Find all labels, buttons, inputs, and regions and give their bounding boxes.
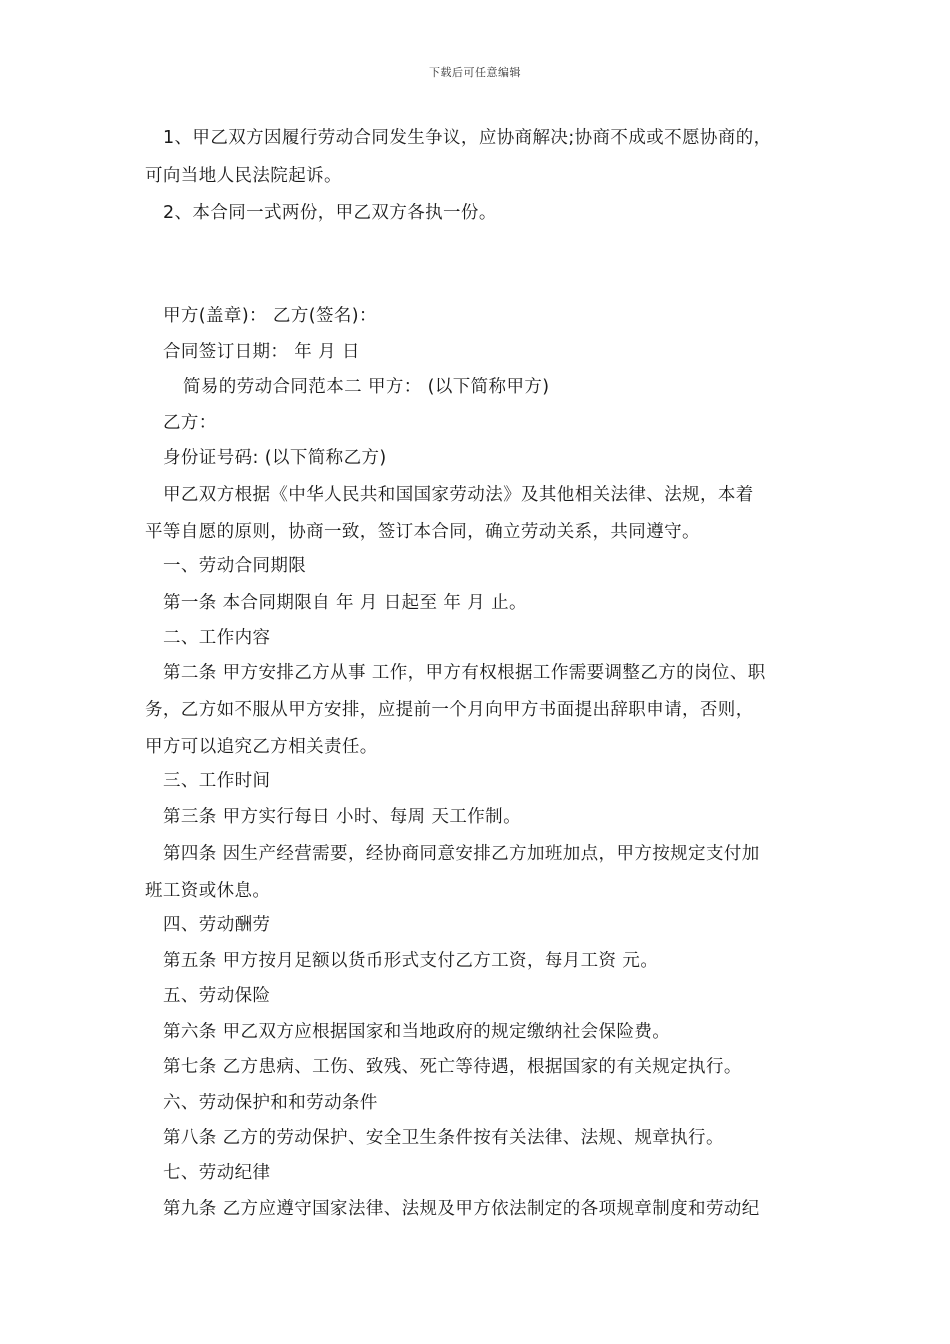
- paragraph-line: 务，乙方如不服从甲方安排，应提前一个月向甲方书面提出辞职申请，否则，: [145, 700, 754, 720]
- paragraph-line: 班工资或休息。: [145, 881, 271, 901]
- paragraph-line: 六、劳动保护和和劳动条件: [163, 1093, 378, 1113]
- page-header: 下载后可任意编辑: [429, 66, 521, 79]
- paragraph-line: 可向当地人民法院起诉。: [145, 166, 342, 186]
- paragraph-line: 七、劳动纪律: [163, 1163, 271, 1183]
- paragraph-line: 第七条 乙方患病、工伤、致残、死亡等待遇，根据国家的有关规定执行。: [163, 1057, 742, 1077]
- paragraph-line: 平等自愿的原则，协商一致，签订本合同，确立劳动关系，共同遵守。: [145, 522, 700, 542]
- paragraph-line: 第一条 本合同期限自 年 月 日起至 年 月 止。: [163, 593, 527, 613]
- paragraph-line: 甲方可以追究乙方相关责任。: [145, 737, 378, 757]
- paragraph-line: 1、甲乙双方因履行劳动合同发生争议，应协商解决;协商不成或不愿协商的，: [163, 128, 772, 148]
- paragraph-line: 身份证号码: (以下简称乙方): [163, 448, 387, 468]
- paragraph-line: 2、本合同一式两份，甲乙双方各执一份。: [163, 203, 497, 223]
- paragraph-line: 合同签订日期： 年 月 日: [163, 342, 360, 362]
- paragraph-line: 第九条 乙方应遵守国家法律、法规及甲方依法制定的各项规章制度和劳动纪: [163, 1199, 760, 1219]
- paragraph-line: 第三条 甲方实行每日 小时、每周 天工作制。: [163, 807, 521, 827]
- paragraph-line: 第六条 甲乙双方应根据国家和当地政府的规定缴纳社会保险费。: [163, 1022, 671, 1042]
- paragraph-line: 三、工作时间: [163, 771, 271, 791]
- paragraph-line: 二、工作内容: [163, 628, 271, 648]
- paragraph-line: 五、劳动保险: [163, 986, 271, 1006]
- paragraph-line: 简易的劳动合同范本二 甲方： (以下简称甲方): [183, 377, 550, 397]
- paragraph-line: 第八条 乙方的劳动保护、安全卫生条件按有关法律、法规、规章执行。: [163, 1128, 724, 1148]
- paragraph-line: 四、劳动酬劳: [163, 915, 271, 935]
- paragraph-line: 第五条 甲方按月足额以货币形式支付乙方工资，每月工资 元。: [163, 951, 659, 971]
- paragraph-line: 一、劳动合同期限: [163, 556, 307, 576]
- paragraph-line: 甲乙双方根据《中华人民共和国国家劳动法》及其他相关法律、法规，本着: [163, 485, 754, 505]
- paragraph-line: 甲方(盖章)： 乙方(签名)：: [163, 306, 377, 326]
- paragraph-line: 第二条 甲方安排乙方从事 工作，甲方有权根据工作需要调整乙方的岗位、职: [163, 663, 766, 683]
- paragraph-line: 第四条 因生产经营需要，经协商同意安排乙方加班加点，甲方按规定支付加: [163, 844, 760, 864]
- paragraph-line: 乙方：: [163, 413, 217, 433]
